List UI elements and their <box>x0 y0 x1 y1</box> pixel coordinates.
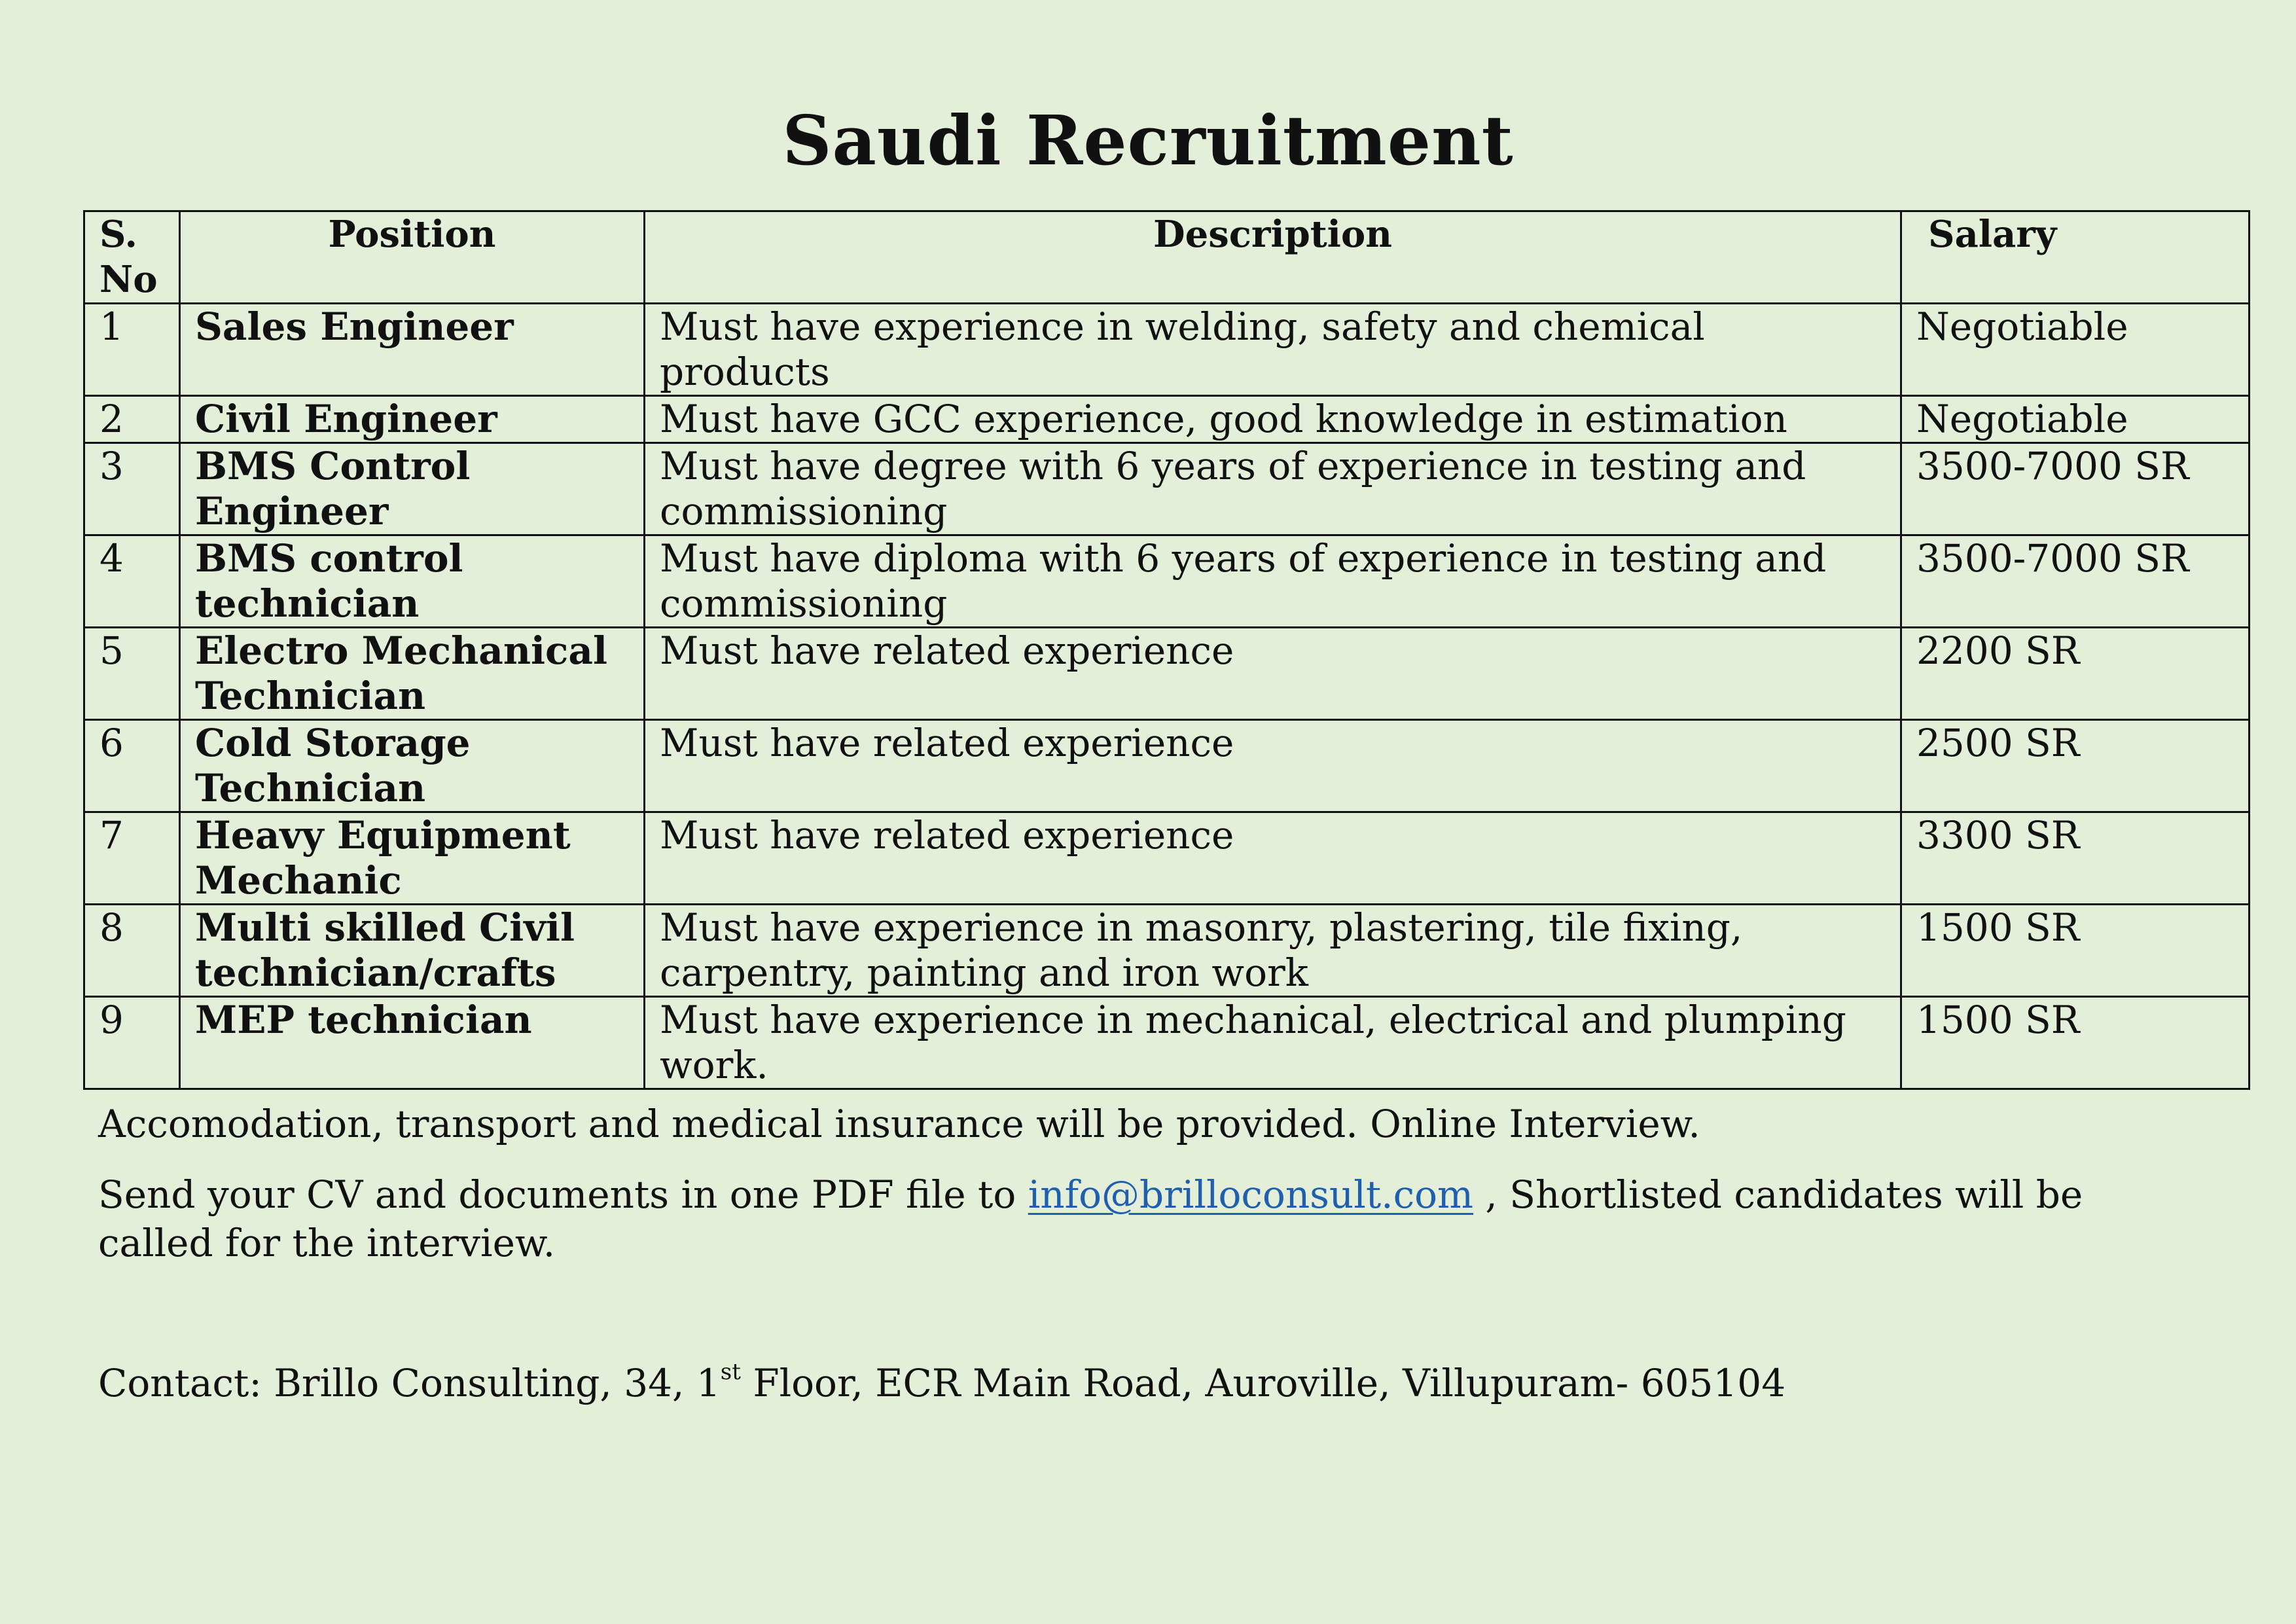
cell-sno: 3 <box>84 443 180 535</box>
cell-salary: 2200 SR <box>1901 628 2250 720</box>
page-title: Saudi Recruitment <box>782 100 1514 181</box>
cell-sno: 6 <box>84 720 180 812</box>
contact-superscript: st <box>720 1358 741 1385</box>
cell-salary: 2500 SR <box>1901 720 2250 812</box>
cell-salary: 1500 SR <box>1901 905 2250 997</box>
table-row <box>84 812 2250 905</box>
cell-description: Must have related experience <box>645 628 1901 720</box>
cell-position: BMS control technician <box>180 535 645 628</box>
cell-sno: 4 <box>84 535 180 628</box>
email-link[interactable]: info@brilloconsult.com <box>1028 1172 1473 1217</box>
cell-sno: 1 <box>84 304 180 396</box>
cell-position: Electro Mechanical Technician <box>180 628 645 720</box>
cell-sno: 8 <box>84 905 180 997</box>
table-row <box>84 396 2250 443</box>
cell-salary: 1500 SR <box>1901 997 2250 1089</box>
cell-description: Must have experience in masonry, plastering, tile fixing, carpentry, painting and iron work <box>645 905 1901 997</box>
apply-instructions <box>98 1170 2193 1267</box>
table-row <box>84 905 2250 997</box>
cell-sno: 9 <box>84 997 180 1089</box>
header-position: Position <box>180 211 645 304</box>
table-row <box>84 443 2250 535</box>
cell-description: Must have experience in welding, safety and chemical products <box>645 304 1901 396</box>
cell-position: Cold Storage Technician <box>180 720 645 812</box>
cell-position: Sales Engineer <box>180 304 645 396</box>
cell-description: Must have diploma with 6 years of experience in testing and commissioning <box>645 535 1901 628</box>
jobs-table <box>83 210 2250 1090</box>
cell-salary: Negotiable <box>1901 304 2250 396</box>
contact-prefix: Contact: Brillo Consulting, 34, 1 <box>98 1361 721 1405</box>
cell-description: Must have experience in mechanical, electrical and plumping work. <box>645 997 1901 1089</box>
table-header-row <box>84 211 2250 304</box>
apply-suffix: , Shortlisted candidates will be called for the interview. <box>98 1172 2083 1265</box>
cell-description: Must have degree with 6 years of experience in testing and commissioning <box>645 443 1901 535</box>
cell-description: Must have GCC experience, good knowledge in estimation <box>645 396 1901 443</box>
contact-line <box>98 1359 2193 1407</box>
cell-position: Heavy Equipment Mechanic <box>180 812 645 905</box>
header-sno: S. No <box>84 211 180 304</box>
benefits-text: Accomodation, transport and medical insurance will be provided. Online Interview. <box>98 1102 1700 1146</box>
cell-position: BMS Control Engineer <box>180 443 645 535</box>
cell-sno: 5 <box>84 628 180 720</box>
table-row <box>84 997 2250 1089</box>
cell-sno: 2 <box>84 396 180 443</box>
cell-salary: Negotiable <box>1901 396 2250 443</box>
cell-salary: 3300 SR <box>1901 812 2250 905</box>
contact-suffix: Floor, ECR Main Road, Auroville, Villupuram- 605104 <box>740 1361 1786 1405</box>
cell-description: Must have related experience <box>645 720 1901 812</box>
table-row <box>84 628 2250 720</box>
apply-prefix: Send your CV and documents in one PDF file to <box>98 1172 1028 1217</box>
header-description: Description <box>645 211 1901 304</box>
cell-position: Multi skilled Civil technician/crafts <box>180 905 645 997</box>
table-row <box>84 535 2250 628</box>
cell-salary: 3500-7000 SR <box>1901 535 2250 628</box>
cell-description: Must have related experience <box>645 812 1901 905</box>
cell-salary: 3500-7000 SR <box>1901 443 2250 535</box>
cell-position: MEP technician <box>180 997 645 1089</box>
table-row <box>84 720 2250 812</box>
header-salary: Salary <box>1901 211 2250 304</box>
table-row <box>84 304 2250 396</box>
cell-position: Civil Engineer <box>180 396 645 443</box>
cell-sno: 7 <box>84 812 180 905</box>
